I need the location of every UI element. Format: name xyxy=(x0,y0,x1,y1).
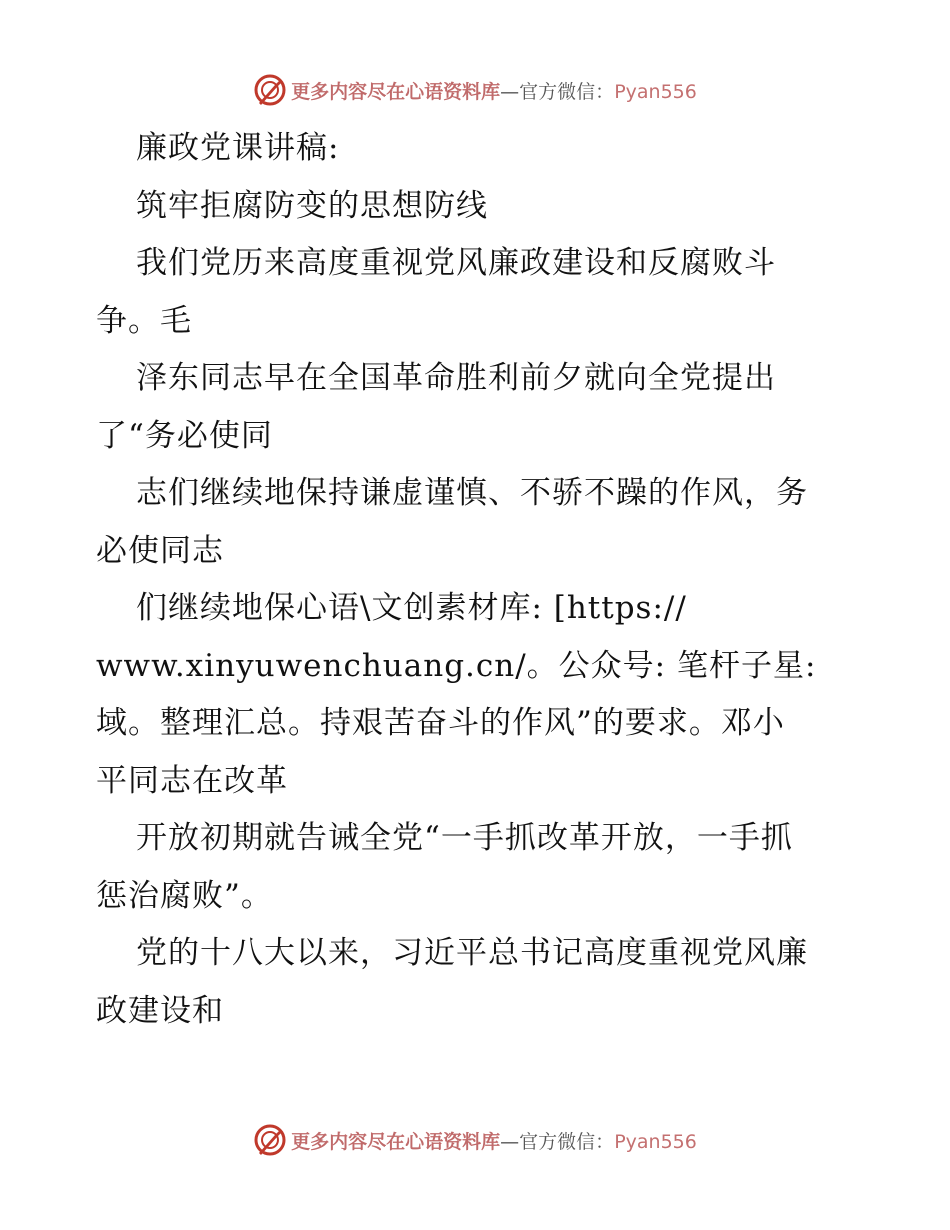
doc-text-line: 我们党历来高度重视党风廉政建设和反腐败斗 xyxy=(136,245,776,281)
banner-site-name: 更多内容尽在心语资料库 xyxy=(291,80,501,103)
doc-title-line: 廉政党课讲稿: xyxy=(136,130,340,166)
doc-text-line: 平同志在改革 xyxy=(96,762,288,799)
doc-text-line: 志们继续地保持谦虚谨慎、不骄不躁的作风，务 xyxy=(136,475,808,511)
doc-text-line: 惩治腐败”。 xyxy=(96,877,273,914)
banner-wechat-id: Pyan556 xyxy=(614,80,697,103)
pen-logo-icon xyxy=(253,73,287,107)
pen-logo-icon xyxy=(253,1123,287,1157)
banner-site-name: 更多内容尽在心语资料库 xyxy=(291,1130,501,1153)
header-banner xyxy=(0,70,950,110)
document-body xyxy=(96,120,856,1040)
doc-text-line: 了“务必使同 xyxy=(96,417,273,454)
banner-wechat-label: —官方微信： xyxy=(500,80,615,103)
banner-wechat-id: Pyan556 xyxy=(614,1130,697,1153)
doc-text-line: 泽东同志早在全国革命胜利前夕就向全党提出 xyxy=(136,360,776,396)
doc-text-line: 政建设和 xyxy=(96,992,224,1029)
doc-text-line: 必使同志 xyxy=(96,532,224,569)
banner-wechat-label: —官方微信： xyxy=(500,1130,615,1153)
doc-text-line: 域。整理汇总。持艰苦奋斗的作风”的要求。邓小 xyxy=(96,705,785,741)
doc-text-line: 们继续地保心语\文创素材库: [https:// xyxy=(136,590,687,626)
doc-text-line: 争。毛 xyxy=(96,302,192,339)
banner-text xyxy=(291,77,697,104)
banner-text xyxy=(291,1127,697,1154)
doc-text-line: 党的十八大以来，习近平总书记高度重视党风廉 xyxy=(136,935,808,971)
doc-subtitle-line: 筑牢拒腐防变的思想防线 xyxy=(136,187,488,224)
doc-text-line: 开放初期就告诫全党“一手抓改革开放，一手抓 xyxy=(136,820,793,856)
doc-text-line: www.xinyuwenchuang.cn/。公众号: 笔杆子星: xyxy=(96,647,817,684)
footer-banner xyxy=(0,1120,950,1160)
